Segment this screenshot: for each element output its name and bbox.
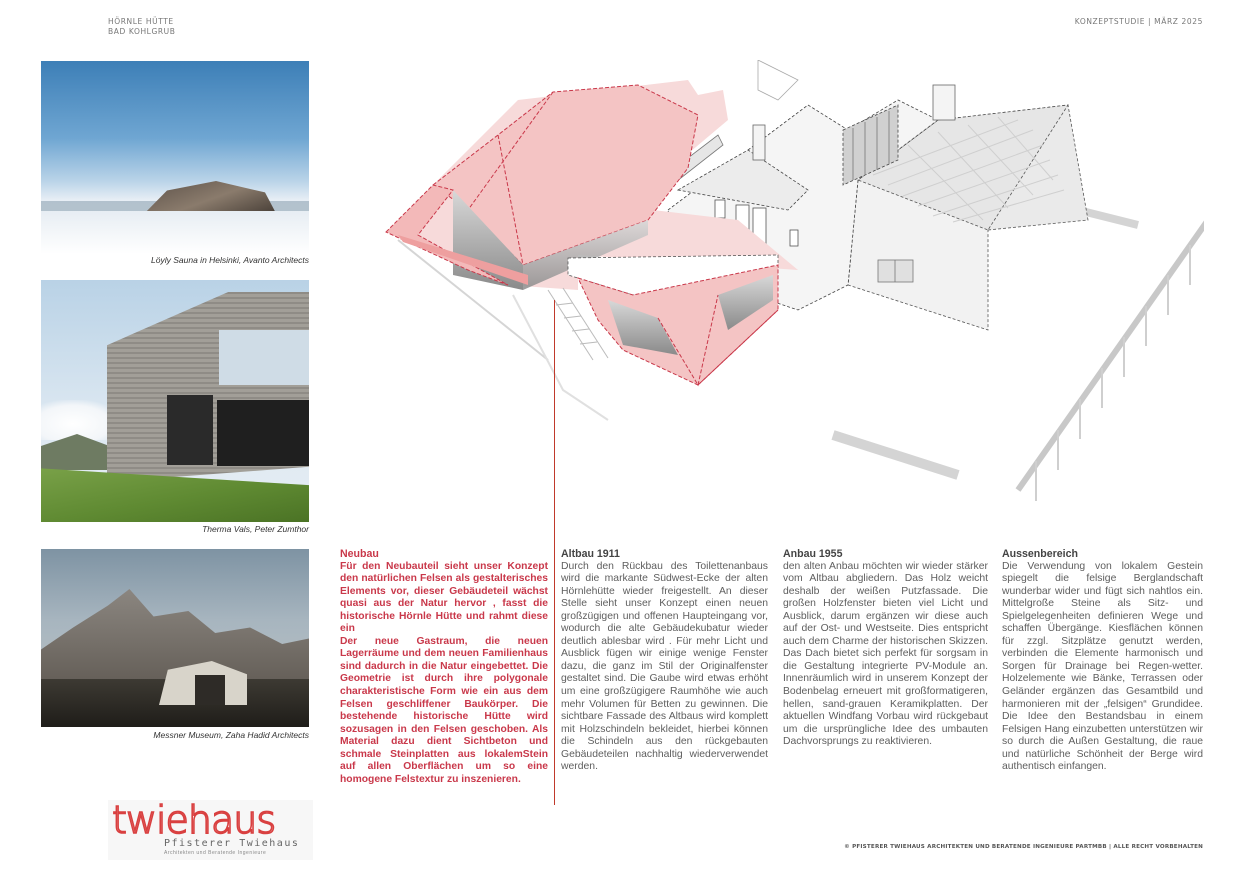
section-altbau — [561, 548, 768, 774]
reference-photo-messner-museum — [41, 549, 309, 727]
section-body-anbau: den alten Anbau möchten wir wieder stärker vom Altbau abgliedern. Das Holz weicht deshalb der weißen Putzfassade. Die großen Holzfenster bieten viel Licht und Ausblick, darum ergänzen wir diese auch auf der Ost- und Westseite. Dies entspricht auch dem Charme der historischen Skizzen. Das Dach bietet sich perfekt für sorgsam in die Gestaltung integrierte PV-Module an. Innenräumlich wird in unserem Konzept der Bodenbelag erneuert mit großformatigeren, hellen, sand-grauen Keramikplatten. Der aktuellen Windfang Vorbau wird rückgebaut um die ursprüngliche Idee des umbauten Dachvorsprungs zu reaktivieren. — [783, 560, 988, 748]
copyright-footer: © PFISTERER TWIEHAUS ARCHITEKTEN UND BERATENDE INGENIEURE PARTMBB | ALLE RECHT VORBEHALTEN — [844, 844, 1203, 850]
reference-photo-loyly-sauna — [41, 61, 309, 254]
section-title-altbau: Altbau 1911 — [561, 548, 620, 560]
caption-loyly: Löyly Sauna in Helsinki, Avanto Architects — [151, 255, 309, 265]
project-header — [108, 17, 176, 37]
company-logo — [108, 800, 313, 860]
section-body-altbau: Durch den Rückbau des Toilettenanbaus wird die markante Südwest-Ecke der alten Hörnlehütte wieder freigestellt. An dieser Stelle sieht unser Konzept einen neuen großzügigen und offenen Haupteingang vor, wodurch die alte Gebäudekubatur wieder deutlich ablesbar wird . Für mehr Licht und Ausblick fügen wir einige wenige Fenster dazu, die ganz im Stil der Originalfenster gestaltet sind. Die Gaube wird etwas erhöht um eine großzügigere Raumhöhe wie auch mehr Volumen für Betten zu gewinnen. Die sichtbare Fassade des Altbaus wird komplett mit Holzschindeln bekleidet, hierbei können die Schindeln aus den rückgebauten Gebäudeteilen nachhaltig wiederverwendet werden. — [561, 560, 768, 773]
caption-therme-vals: Therma Vals, Peter Zumthor — [202, 524, 309, 534]
document-type-date: KONZEPTSTUDIE | MÄRZ 2025 — [1074, 17, 1203, 26]
section-body-aussenbereich: Die Verwendung von lokalem Gestein spiegelt die felsige Berglandschaft wunderbar wider und fügt sich nahtlos ein. Mittelgroße Steine als Sitz- und Spielgelegenheiten definieren Wege und schaffen Übergänge. Kiesflächen können für zzgl. Sitzplätze genutzt werden, verbinden die Elemente harmonisch und Sorgen für Drainage bei Regen-wetter. Holzelemente wie Bänke, Terrassen oder Geländer ergänzen das Gesamtbild und harmonieren mit der „felsigen“ Grundidee. Die Idee den Bestandsbau in einem Felsigen Hang einzubetten unterstützen wir so durch die Außen Gestaltung, die raue und natürliche Schönheit der Berge wird authentisch einfangen. — [1002, 560, 1203, 773]
section-anbau — [783, 548, 988, 749]
section-divider-line — [554, 300, 555, 805]
project-location: BAD KOHLGRUB — [108, 27, 176, 36]
section-title-anbau: Anbau 1955 — [783, 548, 843, 560]
project-name: HÖRNLE HÜTTE — [108, 17, 174, 26]
logo-tagline: Architekten und Beratende Ingenieure — [164, 850, 267, 856]
logo-wordmark: twiehaus — [112, 798, 276, 842]
section-title-neubau: Neubau — [340, 548, 379, 560]
section-body-neubau: Für den Neubauteil sieht unser Konzept den natürlichen Felsen als gestalterisches Elements vor, dieser Gebäudeteil wächst quasi aus der Natur hervor , fasst die historische Hörnle Hütte und rahmt diese ein — [340, 560, 548, 635]
section-title-aussenbereich: Aussenbereich — [1002, 548, 1078, 560]
section-body-neubau-2: Der neue Gastraum, die neuen Lagerräume und dem neuen Familienhaus sind dadurch in die Natur eingebettet. Die Geometrie ist durch ihre polygonale charakteristische Form wie ein aus dem Felsen geschliffener Baukörper. Die bestehende historische Hütte wird sozusagen in den Felsen geschoben. Als Material dazu dient Sichtbeton und schmale Steinplatten aus lokalemStein auf allen Oberflächen um so eine homogene Felstextur zu inszenieren. — [340, 635, 548, 785]
caption-messner: Messner Museum, Zaha Hadid Architects — [153, 730, 309, 740]
reference-photo-therme-vals — [41, 280, 309, 522]
logo-subtitle: Pfisterer Twiehaus — [164, 838, 300, 849]
section-neubau — [340, 548, 548, 786]
axonometric-concept-drawing — [378, 60, 1204, 545]
section-aussenbereich — [1002, 548, 1203, 774]
